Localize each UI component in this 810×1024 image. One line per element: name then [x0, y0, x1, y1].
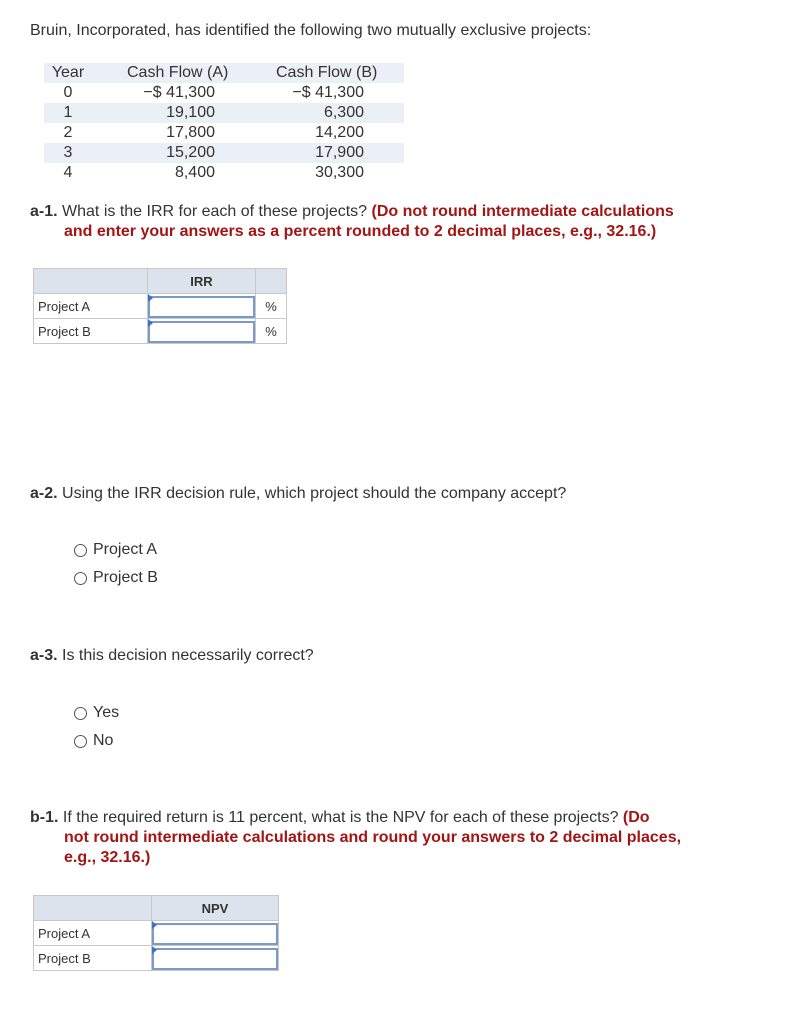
question-instruction: (Do not round intermediate calculations [371, 203, 674, 220]
question-a2 [30, 484, 566, 504]
question-text: Using the IRR decision rule, which project should the company accept? [62, 485, 567, 502]
radio-option-yes[interactable] [74, 699, 119, 727]
header-cash-flow-a: Cash Flow (A) [127, 64, 229, 81]
irr-answer-table [33, 268, 287, 344]
radio-circle-icon[interactable] [74, 544, 87, 557]
npv-answer-table [33, 895, 279, 971]
percent-unit: % [256, 319, 287, 344]
radio-circle-icon[interactable] [74, 735, 87, 748]
year-cell: 2 [63, 124, 73, 141]
question-number: a-1. [30, 203, 58, 220]
irr-header: IRR [148, 269, 256, 294]
npv-input-project-a[interactable] [152, 921, 279, 946]
cash-flow-a-cell: 8,400 [174, 164, 215, 181]
cash-flow-a-cell: −$ 41,300 [143, 84, 215, 101]
cash-flow-row [44, 123, 404, 143]
cash-flow-b-cell: 14,200 [315, 124, 364, 141]
row-label-project-a: Project A [34, 294, 148, 319]
a3-options [74, 699, 119, 755]
cash-flow-b-cell: 17,900 [315, 144, 364, 161]
cash-flow-b-cell: 30,300 [315, 164, 364, 181]
header-cash-flow-b: Cash Flow (B) [276, 64, 378, 81]
radio-label: No [93, 732, 114, 749]
cash-flow-a-cell: 17,800 [166, 124, 215, 141]
irr-input-project-a[interactable] [148, 294, 256, 319]
cash-flow-b-cell: 6,300 [323, 104, 364, 121]
blank-header-cell [256, 269, 287, 294]
year-cell: 4 [63, 164, 73, 181]
radio-circle-icon[interactable] [74, 707, 87, 720]
question-number: a-2. [30, 485, 58, 502]
row-label-project-a: Project A [34, 921, 152, 946]
cash-flow-row [44, 103, 404, 123]
radio-circle-icon[interactable] [74, 572, 87, 585]
row-label-project-b: Project B [34, 946, 152, 971]
question-a1 [30, 202, 674, 242]
cash-flow-a-cell: 19,100 [166, 104, 215, 121]
percent-unit: % [256, 294, 287, 319]
cash-flow-a-cell: 15,200 [166, 144, 215, 161]
question-instruction-cont: e.g., 32.16.) [64, 849, 151, 866]
question-a3 [30, 646, 314, 666]
a2-options [74, 536, 158, 592]
radio-label: Project B [93, 569, 158, 586]
radio-label: Project A [93, 541, 158, 558]
radio-option-project-a[interactable] [74, 536, 158, 564]
blank-header-cell [34, 269, 148, 294]
cash-flow-row [44, 163, 404, 183]
cash-flow-row [44, 83, 404, 103]
question-number: b-1. [30, 809, 59, 826]
cash-flow-table [44, 63, 404, 183]
radio-option-project-b[interactable] [74, 564, 158, 592]
npv-header: NPV [152, 896, 279, 921]
cash-flow-header-row [44, 63, 404, 83]
question-number: a-3. [30, 647, 58, 664]
year-cell: 1 [63, 104, 73, 121]
question-b1 [30, 808, 681, 868]
cash-flow-b-cell: −$ 41,300 [292, 84, 364, 101]
year-cell: 3 [63, 144, 73, 161]
question-text: What is the IRR for each of these projects? [62, 203, 368, 220]
year-cell: 0 [63, 84, 73, 101]
radio-label: Yes [93, 704, 120, 721]
question-instruction-cont: and enter your answers as a percent rounded to 2 decimal places, e.g., 32.16.) [64, 223, 657, 240]
blank-header-cell [34, 896, 152, 921]
question-text: If the required return is 11 percent, what is the NPV for each of these projects? [62, 809, 619, 826]
header-year: Year [51, 64, 85, 81]
question-text: Is this decision necessarily correct? [62, 647, 314, 664]
npv-input-project-b[interactable] [152, 946, 279, 971]
question-instruction: (Do [622, 809, 650, 826]
irr-input-project-b[interactable] [148, 319, 256, 344]
row-label-project-b: Project B [34, 319, 148, 344]
radio-option-no[interactable] [74, 727, 119, 755]
cash-flow-row [44, 143, 404, 163]
intro-text: Bruin, Incorporated, has identified the following two mutually exclusive projects: [30, 22, 592, 39]
question-instruction-cont: not round intermediate calculations and round your answers to 2 decimal places, [64, 829, 682, 846]
